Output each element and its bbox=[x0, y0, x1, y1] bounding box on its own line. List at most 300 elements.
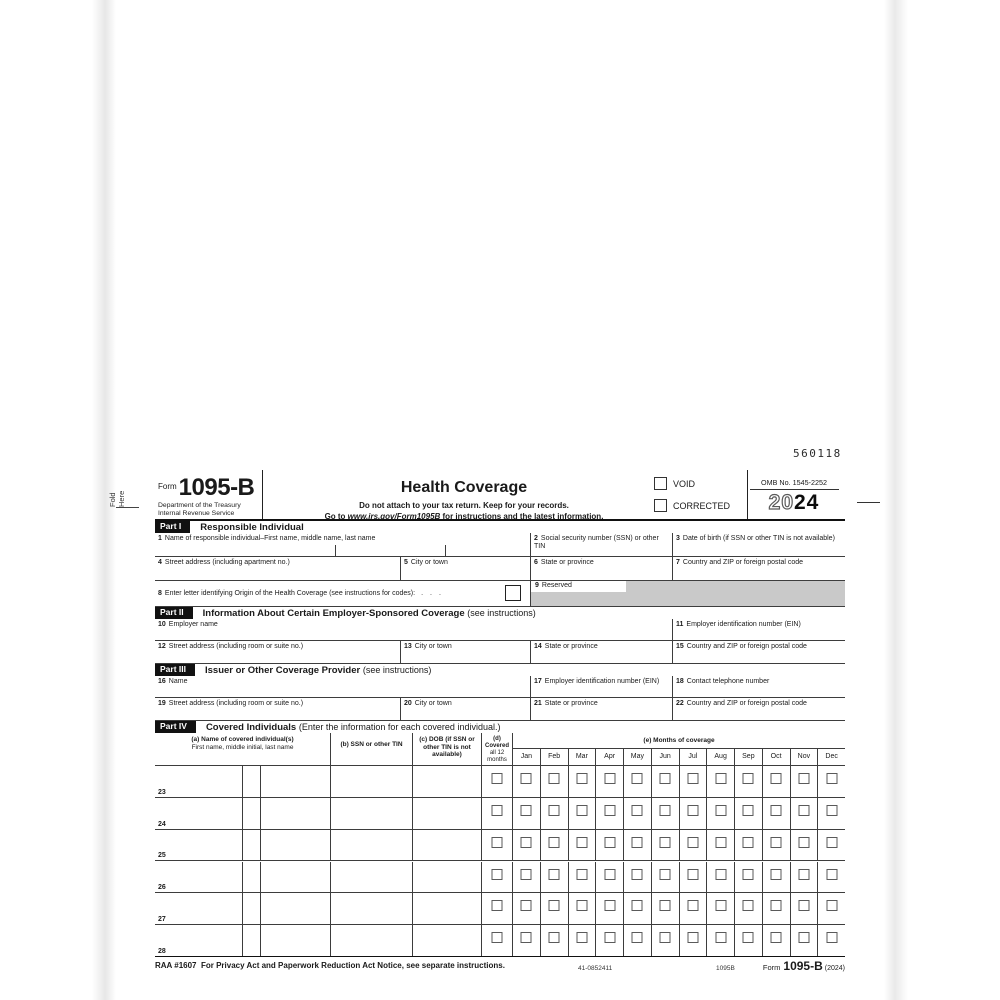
month-cell-jan bbox=[512, 893, 540, 924]
middle-initial-cell[interactable] bbox=[242, 925, 260, 956]
middle-initial-cell[interactable] bbox=[242, 893, 260, 924]
checkbox-26-may[interactable] bbox=[632, 869, 643, 880]
field-15-number: 15 bbox=[676, 643, 684, 650]
part2-title-text: Information About Certain Employer-Sponsored Coverage bbox=[202, 607, 465, 619]
month-cell-jan bbox=[512, 862, 540, 893]
month-cell-sep bbox=[734, 862, 762, 893]
field-15-country-cell[interactable] bbox=[672, 641, 845, 664]
name-subdivider-2 bbox=[445, 545, 446, 557]
col-e-label: (e) Months of coverage bbox=[643, 737, 715, 744]
dob-cell[interactable] bbox=[412, 798, 481, 829]
field-7-country-cell[interactable] bbox=[672, 557, 845, 581]
month-cell-mar bbox=[568, 893, 596, 924]
checkbox-24-all-12-months[interactable] bbox=[492, 805, 503, 816]
checkbox-27-apr[interactable] bbox=[604, 900, 615, 911]
checkbox-23-nov[interactable] bbox=[798, 773, 809, 784]
checkbox-26-jul[interactable] bbox=[687, 869, 698, 880]
month-cell-dec bbox=[817, 893, 845, 924]
batch-number: 560118 bbox=[793, 447, 842, 460]
field-21-label: State or province bbox=[544, 700, 598, 707]
month-cell-dec bbox=[817, 830, 845, 861]
ssn-cell[interactable] bbox=[330, 766, 412, 797]
checkbox-25-aug[interactable] bbox=[715, 837, 726, 848]
checkbox-27-nov[interactable] bbox=[798, 900, 809, 911]
month-cell-nov bbox=[790, 798, 818, 829]
last-name-cell[interactable] bbox=[260, 862, 330, 893]
field-16-name-cell[interactable] bbox=[155, 676, 530, 698]
field-14-state-cell[interactable] bbox=[530, 641, 672, 664]
checkbox-23-dec[interactable] bbox=[826, 773, 837, 784]
col-d-line1: (d) Covered bbox=[484, 736, 509, 749]
month-cell-jun bbox=[651, 766, 679, 797]
month-cell-may bbox=[623, 925, 651, 956]
month-cell-mar bbox=[568, 862, 596, 893]
month-header-sep: Sep bbox=[734, 749, 762, 766]
void-checkbox[interactable] bbox=[654, 477, 667, 490]
last-name-cell[interactable] bbox=[260, 893, 330, 924]
irs-url: www.irs.gov/Form1095B bbox=[347, 512, 441, 521]
month-header-may: May bbox=[623, 749, 651, 766]
field-19-number: 19 bbox=[158, 700, 166, 707]
month-cell-feb bbox=[540, 830, 568, 861]
title-instruction-1: Do not attach to your tax return. Keep for your records. bbox=[359, 501, 569, 510]
checkbox-23-apr[interactable] bbox=[604, 773, 615, 784]
void-label: VOID bbox=[673, 479, 696, 489]
checkbox-28-mar[interactable] bbox=[576, 932, 587, 943]
field-6-state-cell[interactable] bbox=[530, 557, 672, 581]
privacy-act-text: For Privacy Act and Paperwork Reduction Act Notice, see separate instructions. bbox=[200, 961, 505, 970]
checkbox-27-mar[interactable] bbox=[576, 900, 587, 911]
ssn-cell[interactable] bbox=[330, 925, 412, 956]
form-number-block bbox=[158, 474, 254, 502]
field-12-label: Street address (including room or suite no.) bbox=[168, 643, 304, 650]
month-header-oct: Oct bbox=[762, 749, 790, 766]
month-cell-nov bbox=[790, 925, 818, 956]
field-11-number: 11 bbox=[676, 621, 684, 628]
field-2-ssn-cell[interactable] bbox=[530, 533, 672, 557]
page-edge-right bbox=[884, 0, 908, 1000]
field-20-city-cell[interactable] bbox=[400, 698, 530, 721]
checkbox-25-nov[interactable] bbox=[798, 837, 809, 848]
last-name-cell[interactable] bbox=[260, 830, 330, 861]
field-4-label: Street address (including apartment no.) bbox=[164, 559, 290, 566]
part4-bar bbox=[155, 721, 845, 733]
month-header-nov: Nov bbox=[790, 749, 818, 766]
covered-individual-row-28 bbox=[155, 925, 845, 957]
row-number: 26 bbox=[158, 884, 166, 892]
middle-initial-cell[interactable] bbox=[242, 798, 260, 829]
field-16-label: Name bbox=[168, 678, 188, 685]
month-cell-aug bbox=[706, 925, 734, 956]
month-header-aug: Aug bbox=[706, 749, 734, 766]
field-1-name-cell[interactable] bbox=[155, 533, 530, 557]
field-9-reserved-cell bbox=[530, 581, 845, 607]
col-c-header bbox=[412, 733, 481, 766]
footer-form-number: 1095-B bbox=[783, 959, 823, 973]
checkbox-26-mar[interactable] bbox=[576, 869, 587, 880]
row-number: 25 bbox=[158, 852, 166, 860]
month-cell-aug bbox=[706, 893, 734, 924]
checkbox-24-apr[interactable] bbox=[604, 805, 615, 816]
checkbox-28-apr[interactable] bbox=[604, 932, 615, 943]
checkbox-27-dec[interactable] bbox=[826, 900, 837, 911]
checkbox-27-all-12-months[interactable] bbox=[492, 900, 503, 911]
checkbox-27-aug[interactable] bbox=[715, 900, 726, 911]
month-cell-apr bbox=[595, 830, 623, 861]
checkbox-25-jul[interactable] bbox=[687, 837, 698, 848]
month-cell-sep bbox=[734, 893, 762, 924]
checkbox-23-all-12-months[interactable] bbox=[492, 773, 503, 784]
month-cell-may bbox=[623, 766, 651, 797]
checkbox-28-aug[interactable] bbox=[715, 932, 726, 943]
month-cell-nov bbox=[790, 893, 818, 924]
month-cell-mar bbox=[568, 798, 596, 829]
reserved-label-strip bbox=[531, 581, 626, 592]
checkbox-23-may[interactable] bbox=[632, 773, 643, 784]
first-name-cell[interactable] bbox=[155, 893, 242, 924]
checkbox-24-may[interactable] bbox=[632, 805, 643, 816]
covered-individual-row-25 bbox=[155, 830, 845, 862]
checkbox-24-jul[interactable] bbox=[687, 805, 698, 816]
field-17-label: Employer identification number (EIN) bbox=[544, 678, 660, 685]
checkbox-24-mar[interactable] bbox=[576, 805, 587, 816]
checkbox-28-sep[interactable] bbox=[743, 932, 754, 943]
month-cell-oct bbox=[762, 830, 790, 861]
last-name-cell[interactable] bbox=[260, 798, 330, 829]
field-18-label: Contact telephone number bbox=[686, 678, 770, 685]
month-cell-oct bbox=[762, 925, 790, 956]
tax-year bbox=[748, 491, 840, 515]
field-8-leaders: ... bbox=[421, 590, 448, 597]
col-b-label: (b) SSN or other TIN bbox=[340, 741, 403, 748]
month-cell-nov bbox=[790, 862, 818, 893]
month-cell-apr bbox=[595, 798, 623, 829]
checkbox-26-dec[interactable] bbox=[826, 869, 837, 880]
field-16-number: 16 bbox=[158, 678, 166, 685]
part3-badge: Part III bbox=[155, 664, 195, 676]
covered-individual-row-26 bbox=[155, 862, 845, 894]
checkbox-24-aug[interactable] bbox=[715, 805, 726, 816]
col-b-header bbox=[330, 733, 412, 766]
checkbox-23-jan[interactable] bbox=[521, 773, 532, 784]
fold-word-1: Fold bbox=[108, 492, 117, 507]
checkbox-24-oct[interactable] bbox=[771, 805, 782, 816]
checkbox-24-jan[interactable] bbox=[521, 805, 532, 816]
col-c-label: (c) DOB (if SSN or other TIN is not available) bbox=[419, 736, 475, 758]
month-cell-may bbox=[623, 862, 651, 893]
row-number: 28 bbox=[158, 947, 166, 955]
part1-bar bbox=[155, 521, 845, 533]
part4-badge: Part IV bbox=[155, 721, 196, 733]
dob-cell[interactable] bbox=[412, 830, 481, 861]
checkbox-27-oct[interactable] bbox=[771, 900, 782, 911]
field-19-street-cell[interactable] bbox=[155, 698, 400, 721]
checkbox-27-jul[interactable] bbox=[687, 900, 698, 911]
checkbox-24-dec[interactable] bbox=[826, 805, 837, 816]
dob-cell[interactable] bbox=[412, 766, 481, 797]
checkbox-23-jul[interactable] bbox=[687, 773, 698, 784]
field-18-phone-cell[interactable] bbox=[672, 676, 845, 698]
month-cell-mar bbox=[568, 830, 596, 861]
checkbox-27-may[interactable] bbox=[632, 900, 643, 911]
month-header-jan: Jan bbox=[512, 749, 540, 766]
dob-cell[interactable] bbox=[412, 862, 481, 893]
checkbox-26-nov[interactable] bbox=[798, 869, 809, 880]
field-13-city-cell[interactable] bbox=[400, 641, 530, 664]
all-12-months-cell bbox=[481, 830, 512, 861]
month-cell-may bbox=[623, 798, 651, 829]
page-title: Health Coverage bbox=[400, 479, 528, 496]
goto-suffix: for instructions and the latest information. bbox=[440, 512, 604, 521]
middle-initial-cell[interactable] bbox=[242, 830, 260, 861]
part4-note: (Enter the information for each covered individual.) bbox=[298, 721, 501, 732]
month-cell-jul bbox=[679, 893, 707, 924]
omb-rule bbox=[750, 489, 839, 490]
col-d-header bbox=[481, 733, 512, 766]
checkbox-23-aug[interactable] bbox=[715, 773, 726, 784]
agency-line-1: Department of the Treasury bbox=[158, 502, 241, 509]
first-name-cell[interactable] bbox=[155, 925, 242, 956]
goto-prefix: Go to bbox=[324, 512, 348, 521]
col-a-header bbox=[155, 733, 330, 766]
name-subdivider-1 bbox=[335, 545, 336, 557]
field-2-label: Social security number (SSN) or other TIN bbox=[534, 535, 659, 550]
month-header-feb: Feb bbox=[540, 749, 568, 766]
field-11-ein-cell[interactable] bbox=[672, 619, 845, 641]
part2-bar bbox=[155, 607, 845, 619]
month-cell-jun bbox=[651, 862, 679, 893]
fold-here-label bbox=[109, 465, 135, 507]
month-cell-jul bbox=[679, 862, 707, 893]
checkbox-27-jan[interactable] bbox=[521, 900, 532, 911]
month-cell-oct bbox=[762, 766, 790, 797]
month-cell-aug bbox=[706, 830, 734, 861]
part2-note: (see instructions) bbox=[467, 607, 536, 618]
field-14-label: State or province bbox=[544, 643, 598, 650]
month-header-apr: Apr bbox=[595, 749, 623, 766]
form-number: 1095-B bbox=[178, 474, 255, 501]
month-cell-jul bbox=[679, 925, 707, 956]
field-10-label: Employer name bbox=[168, 621, 218, 628]
month-cell-jan bbox=[512, 798, 540, 829]
col-e-header bbox=[512, 733, 845, 749]
all-12-months-cell bbox=[481, 925, 512, 956]
dob-cell[interactable] bbox=[412, 925, 481, 956]
footer-form-word: Form bbox=[762, 963, 781, 972]
field-22-label: Country and ZIP or foreign postal code bbox=[686, 700, 807, 707]
ssn-cell[interactable] bbox=[330, 862, 412, 893]
covered-individual-row-27 bbox=[155, 893, 845, 925]
agency-block bbox=[158, 502, 241, 518]
all-12-months-cell bbox=[481, 798, 512, 829]
checkbox-28-nov[interactable] bbox=[798, 932, 809, 943]
checkbox-25-all-12-months[interactable] bbox=[492, 837, 503, 848]
checkbox-26-aug[interactable] bbox=[715, 869, 726, 880]
col-a-line2: First name, middle initial, last name bbox=[191, 743, 294, 751]
field-22-country-cell[interactable] bbox=[672, 698, 845, 721]
field-15-label: Country and ZIP or foreign postal code bbox=[686, 643, 807, 650]
checkbox-28-dec[interactable] bbox=[826, 932, 837, 943]
month-cell-jul bbox=[679, 830, 707, 861]
field-8-label: Enter letter identifying Origin of the Health Coverage (see instructions for codes): bbox=[164, 590, 416, 597]
part2-badge: Part II bbox=[155, 607, 193, 619]
checkbox-24-nov[interactable] bbox=[798, 805, 809, 816]
checkbox-26-sep[interactable] bbox=[743, 869, 754, 880]
checkbox-28-jan[interactable] bbox=[521, 932, 532, 943]
fold-word-2: Here bbox=[116, 490, 126, 507]
month-cell-mar bbox=[568, 925, 596, 956]
checkbox-26-feb[interactable] bbox=[549, 869, 560, 880]
month-cell-sep bbox=[734, 798, 762, 829]
field-9-label: Reserved bbox=[541, 582, 572, 589]
checkbox-23-mar[interactable] bbox=[576, 773, 587, 784]
field-12-street-cell[interactable] bbox=[155, 641, 400, 664]
month-cell-feb bbox=[540, 766, 568, 797]
month-cell-sep bbox=[734, 766, 762, 797]
checkbox-25-sep[interactable] bbox=[743, 837, 754, 848]
checkbox-26-oct[interactable] bbox=[771, 869, 782, 880]
checkbox-25-feb[interactable] bbox=[549, 837, 560, 848]
part4-title-text: Covered Individuals bbox=[205, 721, 297, 733]
checkbox-25-jun[interactable] bbox=[660, 837, 671, 848]
field-3-dob-cell[interactable] bbox=[672, 533, 845, 557]
checkbox-23-sep[interactable] bbox=[743, 773, 754, 784]
field-17-ein-cell[interactable] bbox=[530, 676, 672, 698]
ssn-cell[interactable] bbox=[330, 830, 412, 861]
covered-individual-row-23 bbox=[155, 766, 845, 798]
footer-form-id bbox=[645, 957, 845, 975]
checkbox-26-jan[interactable] bbox=[521, 869, 532, 880]
month-cell-feb bbox=[540, 862, 568, 893]
first-name-cell[interactable] bbox=[155, 766, 242, 797]
checkbox-28-all-12-months[interactable] bbox=[492, 932, 503, 943]
checkbox-24-sep[interactable] bbox=[743, 805, 754, 816]
omb-number: OMB No. 1545-2252 bbox=[761, 478, 827, 487]
field-13-label: City or town bbox=[414, 643, 452, 650]
month-cell-mar bbox=[568, 766, 596, 797]
part3-note: (see instructions) bbox=[362, 664, 432, 675]
month-cell-jun bbox=[651, 925, 679, 956]
part2-title bbox=[203, 608, 536, 619]
checkbox-25-mar[interactable] bbox=[576, 837, 587, 848]
month-cell-feb bbox=[540, 798, 568, 829]
checkbox-27-feb[interactable] bbox=[549, 900, 560, 911]
fold-here-rule bbox=[116, 507, 139, 508]
footer-catalog-number: 41-0852411 bbox=[578, 965, 613, 972]
checkbox-26-apr[interactable] bbox=[604, 869, 615, 880]
month-cell-may bbox=[623, 830, 651, 861]
month-cell-feb bbox=[540, 925, 568, 956]
month-cell-jul bbox=[679, 766, 707, 797]
checkbox-28-may[interactable] bbox=[632, 932, 643, 943]
all-12-months-cell bbox=[481, 766, 512, 797]
field-8-origin-cell[interactable] bbox=[155, 581, 530, 607]
month-cell-apr bbox=[595, 862, 623, 893]
field-7-number: 7 bbox=[676, 559, 680, 566]
checkbox-27-jun[interactable] bbox=[660, 900, 671, 911]
field-5-city-cell[interactable] bbox=[400, 557, 530, 581]
checkbox-25-apr[interactable] bbox=[604, 837, 615, 848]
tax-year-prefix: 20 bbox=[768, 491, 794, 514]
checkbox-26-jun[interactable] bbox=[660, 869, 671, 880]
month-cell-aug bbox=[706, 862, 734, 893]
field-13-number: 13 bbox=[404, 643, 412, 650]
checkbox-28-feb[interactable] bbox=[549, 932, 560, 943]
field-1-label: Name of responsible individual–First name, middle name, last name bbox=[164, 535, 376, 542]
tax-year-suffix: 24 bbox=[794, 491, 820, 514]
month-cell-sep bbox=[734, 830, 762, 861]
month-cell-oct bbox=[762, 862, 790, 893]
middle-initial-cell[interactable] bbox=[242, 766, 260, 797]
first-name-cell[interactable] bbox=[155, 798, 242, 829]
month-cell-jan bbox=[512, 925, 540, 956]
field-21-number: 21 bbox=[534, 700, 542, 707]
field-11-label: Employer identification number (EIN) bbox=[686, 621, 801, 628]
field-18-number: 18 bbox=[676, 678, 684, 685]
checkbox-25-may[interactable] bbox=[632, 837, 643, 848]
middle-initial-cell[interactable] bbox=[242, 862, 260, 893]
field-17-number: 17 bbox=[534, 678, 542, 685]
row-number: 27 bbox=[158, 916, 166, 924]
checkbox-25-dec[interactable] bbox=[826, 837, 837, 848]
last-name-cell[interactable] bbox=[260, 766, 330, 797]
month-cell-sep bbox=[734, 925, 762, 956]
row-number: 23 bbox=[158, 788, 166, 796]
checkbox-28-jul[interactable] bbox=[687, 932, 698, 943]
field-22-number: 22 bbox=[676, 700, 684, 707]
field-10-employer-cell[interactable] bbox=[155, 619, 672, 641]
field-21-state-cell[interactable] bbox=[530, 698, 672, 721]
all-12-months-cell bbox=[481, 893, 512, 924]
row-number: 24 bbox=[158, 820, 166, 828]
last-name-cell[interactable] bbox=[260, 925, 330, 956]
checkbox-28-oct[interactable] bbox=[771, 932, 782, 943]
form-word: Form bbox=[158, 482, 177, 491]
field-4-street-cell[interactable] bbox=[155, 557, 400, 581]
field-7-label: Country and ZIP or foreign postal code bbox=[682, 559, 804, 566]
field-5-label: City or town bbox=[410, 559, 448, 566]
checkbox-27-sep[interactable] bbox=[743, 900, 754, 911]
checkbox-25-jan[interactable] bbox=[521, 837, 532, 848]
origin-code-box[interactable] bbox=[505, 585, 521, 601]
month-cell-jul bbox=[679, 798, 707, 829]
checkbox-23-oct[interactable] bbox=[771, 773, 782, 784]
dob-cell[interactable] bbox=[412, 893, 481, 924]
part3-bar bbox=[155, 664, 845, 676]
month-cell-may bbox=[623, 893, 651, 924]
corrected-checkbox[interactable] bbox=[654, 499, 667, 512]
ssn-cell[interactable] bbox=[330, 893, 412, 924]
month-cell-oct bbox=[762, 893, 790, 924]
checkbox-24-feb[interactable] bbox=[549, 805, 560, 816]
checkbox-28-jun[interactable] bbox=[660, 932, 671, 943]
ssn-cell[interactable] bbox=[330, 798, 412, 829]
month-cell-jan bbox=[512, 766, 540, 797]
month-cell-dec bbox=[817, 798, 845, 829]
first-name-cell[interactable] bbox=[155, 862, 242, 893]
checkbox-26-all-12-months[interactable] bbox=[492, 869, 503, 880]
checkbox-23-jun[interactable] bbox=[660, 773, 671, 784]
corrected-label: CORRECTED bbox=[673, 501, 731, 511]
first-name-cell[interactable] bbox=[155, 830, 242, 861]
month-cell-feb bbox=[540, 893, 568, 924]
month-cell-apr bbox=[595, 893, 623, 924]
month-header-row bbox=[512, 749, 845, 766]
checkbox-25-oct[interactable] bbox=[771, 837, 782, 848]
month-header-jun: Jun bbox=[651, 749, 679, 766]
checkbox-23-feb[interactable] bbox=[549, 773, 560, 784]
checkbox-24-jun[interactable] bbox=[660, 805, 671, 816]
